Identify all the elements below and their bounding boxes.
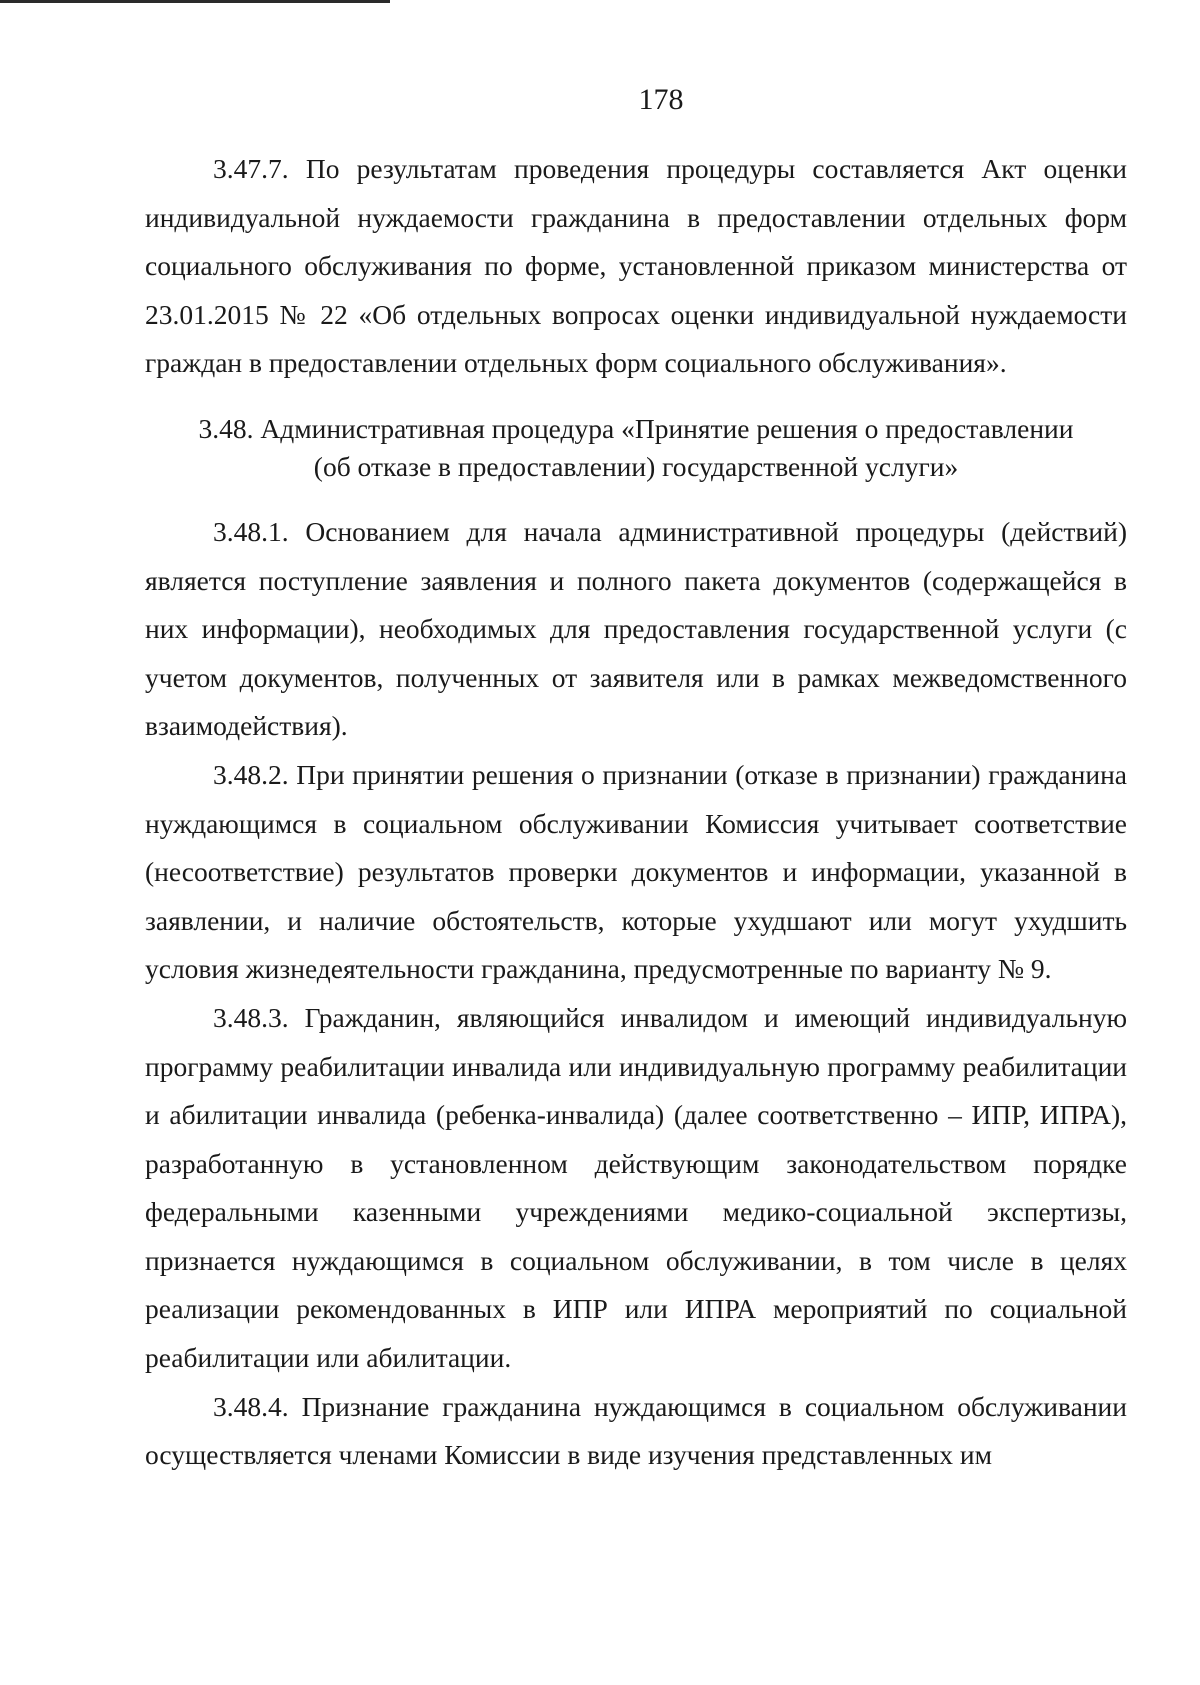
paragraph-3-48-2: 3.48.2. При принятии решения о признании (отказе в признании) гражданина нуждающимся в социальном обслуживании Комиссия учитывает соответствие (несоответствие) результатов проверки документов и информации, указанной в заявлении, и наличие обстоятельств, которые ухудшают или могут ухудшить условия жизнедеятельности гражданина, предусмотренные по варианту № 9. xyxy=(145,758,1127,985)
paragraph-3-47-7: 3.47.7. По результатам проведения процедуры составляется Акт оценки индивидуальной нуждаемости гражданина в предоставлении отдельных форм социального обслуживания по форме, установленной приказом министерства от 23.01.2015 № 22 «Об отдельных вопросах оценки индивидуальной нуждаемости граждан в предоставлении отдельных форм социального обслуживания». xyxy=(145,153,1127,379)
paragraph-3-48-4: 3.48.4. Признание гражданина нуждающимся в социальном обслуживании осуществляется членами Комиссии в виде изучения представленных им xyxy=(145,1390,1127,1471)
section-heading-line-1: 3.48. Административная процедура «Принятие решения о предоставлении xyxy=(198,412,1074,444)
page-number: 178 xyxy=(638,83,684,116)
section-heading-3-48 xyxy=(145,410,1127,486)
scan-border-line xyxy=(0,0,390,3)
paragraph-3-48-3: 3.48.3. Гражданин, являющийся инвалидом и имеющий индивидуальную программу реабилитации инвалида или индивидуальную программу реабилитации и абилитации инвалида (ребенка-инвалида) (далее соответственно – ИПР, ИПРА), разработанную в установленном действующим законодательством порядке федеральными казенными учреждениями медико-социальной экспертизы, признается нуждающимся в социальном обслуживании, в том числе в целях реализации рекомендованных в ИПР или ИПРА мероприятий по социальной реабилитации или абилитации. xyxy=(145,1001,1127,1374)
document-page xyxy=(145,70,1127,1480)
paragraph-3-48-1: 3.48.1. Основанием для начала административной процедуры (действий) является поступление заявления и полного пакета документов (содержащейся в них информации), необходимых для предоставления государственной услуги (с учетом документов, полученных от заявителя или в рамках межведомственного взаимодействия). xyxy=(145,515,1127,742)
section-heading-line-2: (об отказе в предоставлении) государственной услуги» xyxy=(313,450,959,482)
